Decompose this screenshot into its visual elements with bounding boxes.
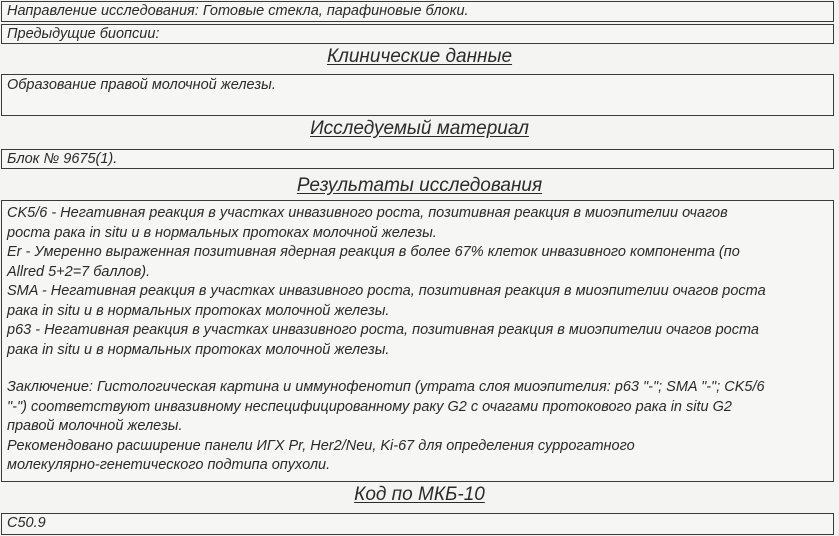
conclusion-line: Заключение: Гистологическая картина и иммунофенотип (утрата слоя миоэпителия: p63 "-"; SMA "-"; CK5/6	[7, 379, 765, 395]
conclusion-line: "-") соответствуют инвазивному неспецифицированному раку G2 с очагами протокового рака in situ G2	[7, 398, 732, 415]
recommendation-line: молекулярно-генетического подтипа опухоли.	[7, 457, 331, 473]
icd-box	[1, 513, 834, 535]
direction-text: Направление исследования: Готовые стекла, парафиновые блоки.	[7, 3, 469, 19]
result-line: Allred 5+2=7 баллов).	[7, 263, 151, 280]
result-line: CK5/6 - Негативная реакция в участках инвазивного роста, позитивная реакция в миоэпителии очагов	[7, 205, 728, 221]
conclusion-line: правой молочной железы.	[7, 418, 183, 434]
icd-heading: Код по МКБ-10	[354, 484, 485, 505]
icd-code: C50.9	[7, 515, 46, 531]
result-line: p63 - Негативная реакция в участках инвазивного роста, позитивная реакция в миоэпителии очагов роста	[7, 322, 759, 338]
clinical-box	[1, 74, 834, 116]
material-box	[1, 149, 834, 169]
result-line: роста рака in situ и в нормальных протоках молочной железы.	[7, 224, 437, 241]
previous-biopsies-text: Предыдущие биопсии:	[7, 26, 160, 42]
material-heading: Исследуемый материал	[310, 118, 529, 139]
recommendation-line: Рекомендовано расширение панели ИГХ Pr, Her2/Neu, Ki-67 для определения суррогатного	[7, 437, 635, 454]
result-line: SMA - Негативная реакция в участках инвазивного роста, позитивная реакция в миоэпителии очагов роста	[7, 283, 766, 299]
results-box	[1, 200, 834, 482]
result-line: рака in situ и в нормальных протоках молочной железы.	[7, 302, 390, 319]
results-heading: Результаты исследования	[296, 175, 543, 196]
previous-biopsies-row	[1, 24, 834, 44]
spacer	[2, 360, 833, 378]
result-line: Er - Умеренно выраженная позитивная ядерная реакция в более 67% клеток инвазивного компонента (по	[7, 244, 740, 260]
clinical-text: Образование правой молочной железы.	[7, 77, 276, 93]
clinical-heading: Клинические данные	[326, 46, 513, 67]
direction-row	[1, 1, 834, 22]
material-text: Блок № 9675(1).	[7, 151, 118, 167]
result-line: рака in situ и в нормальных протоках молочной железы.	[7, 341, 390, 358]
